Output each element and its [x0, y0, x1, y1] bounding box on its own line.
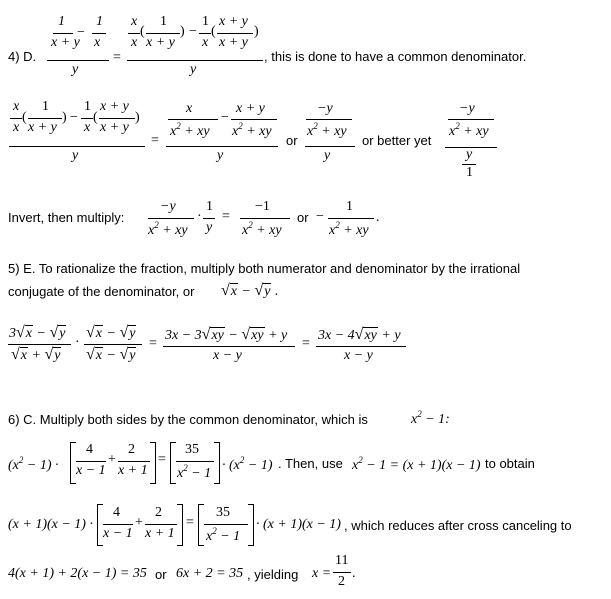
- conjugate-expression: √x − √y .: [221, 282, 279, 299]
- answer-4-invert: Invert, then multiply:: [8, 210, 125, 225]
- answer-5-line1: 5) E. To rationalize the fraction, multiply both numerator and denominator by the irrational: [8, 261, 521, 276]
- answer-4-label: 4) D.: [8, 49, 37, 64]
- answer-6-reduces: , which reduces after cross canceling to: [344, 518, 572, 533]
- answer-6-yielding: , yielding: [247, 567, 299, 582]
- answer-6-or: or: [155, 567, 167, 582]
- answer-6-then: . Then, use: [278, 456, 343, 471]
- answer-4-or: or: [286, 133, 298, 148]
- common-denominator-expr: $x^2 - 1$:: [411, 409, 450, 427]
- factor-expression: $x^2 - 1 = (x + 1)(x - 1)$: [352, 455, 481, 473]
- answer-5-line2: conjugate of the denominator, or: [8, 284, 195, 299]
- answer-4-better: or better yet: [362, 133, 432, 148]
- answer-6-obtain: to obtain: [485, 456, 535, 471]
- answer-4-note: , this is done to have a common denominator.: [264, 49, 527, 64]
- answer-4-or2: or: [297, 210, 309, 225]
- answer-6-line1: 6) C. Multiply both sides by the common denominator, which is: [8, 412, 368, 427]
